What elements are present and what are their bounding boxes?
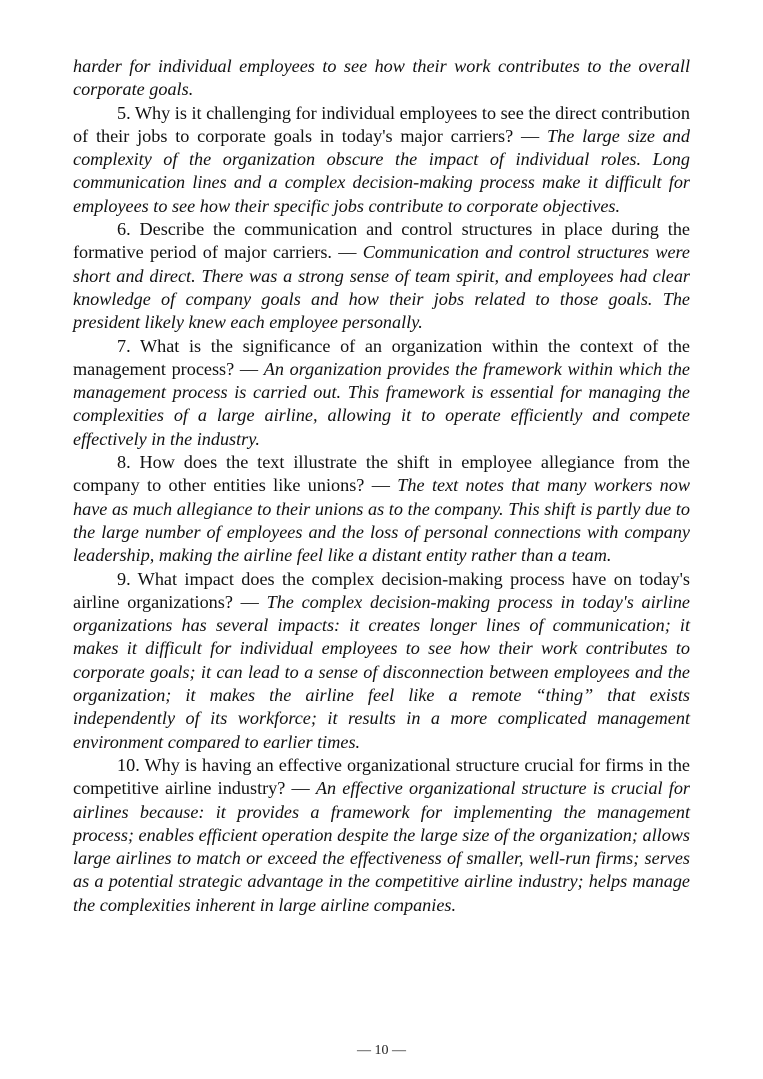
question-text: 9. What impact does the complex decision-making process have on today's airline organizations? — xyxy=(73,568,690,612)
page-number: — 10 — xyxy=(357,1043,406,1058)
qa-item-10 xyxy=(73,754,690,917)
document-page xyxy=(73,55,690,917)
qa-item-7 xyxy=(73,335,690,451)
answer-text: An organization provides the framework within which the management process is carried out. This framework is essential for managing the complexities of a large airline, allowing it to operate efficiently and compete effectively in the industry. xyxy=(73,358,690,449)
continuation-text: harder for individual employees to see how their work contributes to the overall corporate goals. xyxy=(73,56,690,100)
qa-item-6 xyxy=(73,218,690,334)
question-text: 5. Why is it challenging for individual employees to see the direct contribution of their jobs to corporate goals in today's major carriers? — xyxy=(73,102,690,146)
question-text: 6. Describe the communication and control structures in place during the formative period of major carriers. — xyxy=(73,219,690,263)
qa-item-5 xyxy=(73,102,690,218)
answer-text: The large size and complexity of the organization obscure the impact of individual roles. Long communication lines and a complex decision-making process make it difficult for employees to see how their specific jobs contribute to corporate objectives. xyxy=(73,125,690,216)
question-text: 10. Why is having an effective organizational structure crucial for firms in the competitive airline industry? — xyxy=(73,754,690,799)
answer-text: Communication and control structures were short and direct. There was a strong sense of team spirit, and employees had clear knowledge of company goals and how their jobs related to those goals. The president likely knew each employee personally. xyxy=(73,242,691,333)
question-text: 8. How does the text illustrate the shift in employee allegiance from the company to other entities like unions? — xyxy=(73,452,690,496)
continuation-paragraph xyxy=(73,55,690,102)
answer-text: An effective organizational structure is crucial for airlines because: it provides a framework for implementing the management process; enables efficient operation despite the large size of the organization; allows large airlines to match or exceed the effectiveness of smaller, well-run firms; serves as a potential strategic advantage in the competitive airline industry; helps manage the complexities inherent in large airline companies. xyxy=(73,778,690,915)
question-text: 7. What is the significance of an organization within the context of the management process? — xyxy=(73,335,690,379)
qa-item-8 xyxy=(73,451,690,567)
answer-text: The complex decision-making process in today's airline organizations has several impacts: it creates longer lines of communication; it makes it difficult for individual employees to see how their work contributes to corporate goals; it can lead to a sense of disconnection between employees and the organization; it makes the airline feel like a remote “thing” that exists independently of its workforce; it results in a more complicated management environment compared to earlier times. xyxy=(73,591,691,752)
answer-text: The text notes that many workers now have as much allegiance to their unions as to the company. This shift is partly due to the large number of employees and the loss of personal connections with company leadership, making the airline feel like a distant entity rather than a team. xyxy=(73,475,690,566)
qa-item-9 xyxy=(73,568,690,754)
